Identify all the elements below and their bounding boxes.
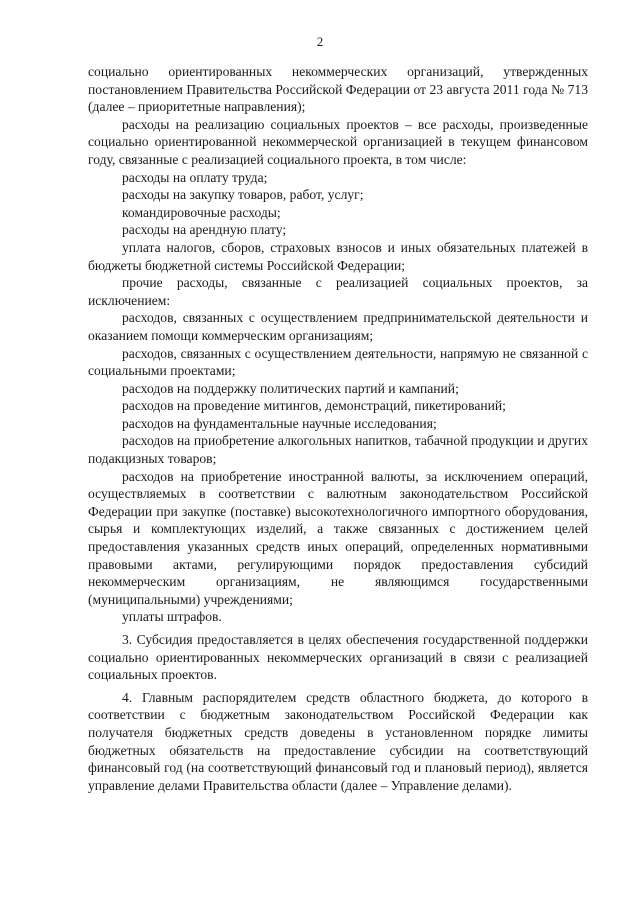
list-item: расходов на фундаментальные научные исследования; — [122, 415, 437, 431]
list-item: расходы на арендную плату; — [122, 222, 287, 238]
list-item: уплаты штрафов. — [122, 609, 222, 625]
list-item: уплата налогов, сборов, страховых взносов и иных обязательных платежей в бюджеты бюджетной системы Российской Федерации; — [88, 239, 588, 273]
paragraph-point-3: 3. Субсидия предоставляется в целях обеспечения государственной поддержки социально ориентированных некоммерческих организаций в связи с реализацией социальных проектов. — [88, 632, 588, 683]
document-body — [88, 63, 588, 794]
list-item: командировочные расходы; — [122, 204, 281, 220]
list-item: расходов на проведение митингов, демонстраций, пикетирований; — [122, 398, 506, 414]
page-number: 2 — [316, 34, 324, 49]
list-item: расходов на приобретение иностранной валюты, за исключением операций, осуществляемых в соответствии с валютным законодательством Российской Федерации при закупке (поставке) высокотехнологичного импортного оборудования, сырья и комплектующих изделий, а также связанных с достижением целей предоставления указанных средств иных операций, определенных нормативными правовыми актами, регулирующими порядок предоставления субсидий некоммерческим организациям, не являющимся государственными (муниципальными) учреждениями; — [88, 468, 588, 607]
list-item: расходов на поддержку политических партий и кампаний; — [122, 380, 459, 396]
list-item: расходов на приобретение алкогольных напитков, табачной продукции и других подакцизных товаров; — [88, 433, 588, 467]
list-item: расходов, связанных с осуществлением предпринимательской деятельности и оказанием помощи коммерческим организациям; — [88, 310, 588, 343]
paragraph: социально ориентированных некоммерческих организаций, утвержденных постановлением Правительства Российской Федерации от 23 августа 2011 года № 713 (далее – приоритетные направления); — [88, 64, 588, 115]
list-item: расходы на закупку товаров, работ, услуг; — [122, 187, 364, 203]
list-item: расходов, связанных с осуществлением деятельности, напрямую не связанной с социальными проектами; — [88, 345, 588, 379]
list-item: расходы на оплату труда; — [122, 169, 268, 185]
list-item: прочие расходы, связанные с реализацией социальных проектов, за исключением: — [88, 275, 588, 308]
paragraph-point-4: 4. Главным распорядителем средств областного бюджета, до которого в соответствии с бюджетным законодательством Российской Федерации как получателя бюджетных средств доведены в установленном порядке лимиты бюджетных обязательств на предоставление субсидии на соответствующий финансовый год (на соответствующий финансовый год и плановый период), является управление делами Правительства области (далее – Управление делами). — [88, 689, 588, 793]
paragraph: расходы на реализацию социальных проектов – все расходы, произведенные социально ориентированной некоммерческой организацией в текущем финансовом году, связанные с реализацией социального проекта, в том числе: — [88, 116, 588, 167]
